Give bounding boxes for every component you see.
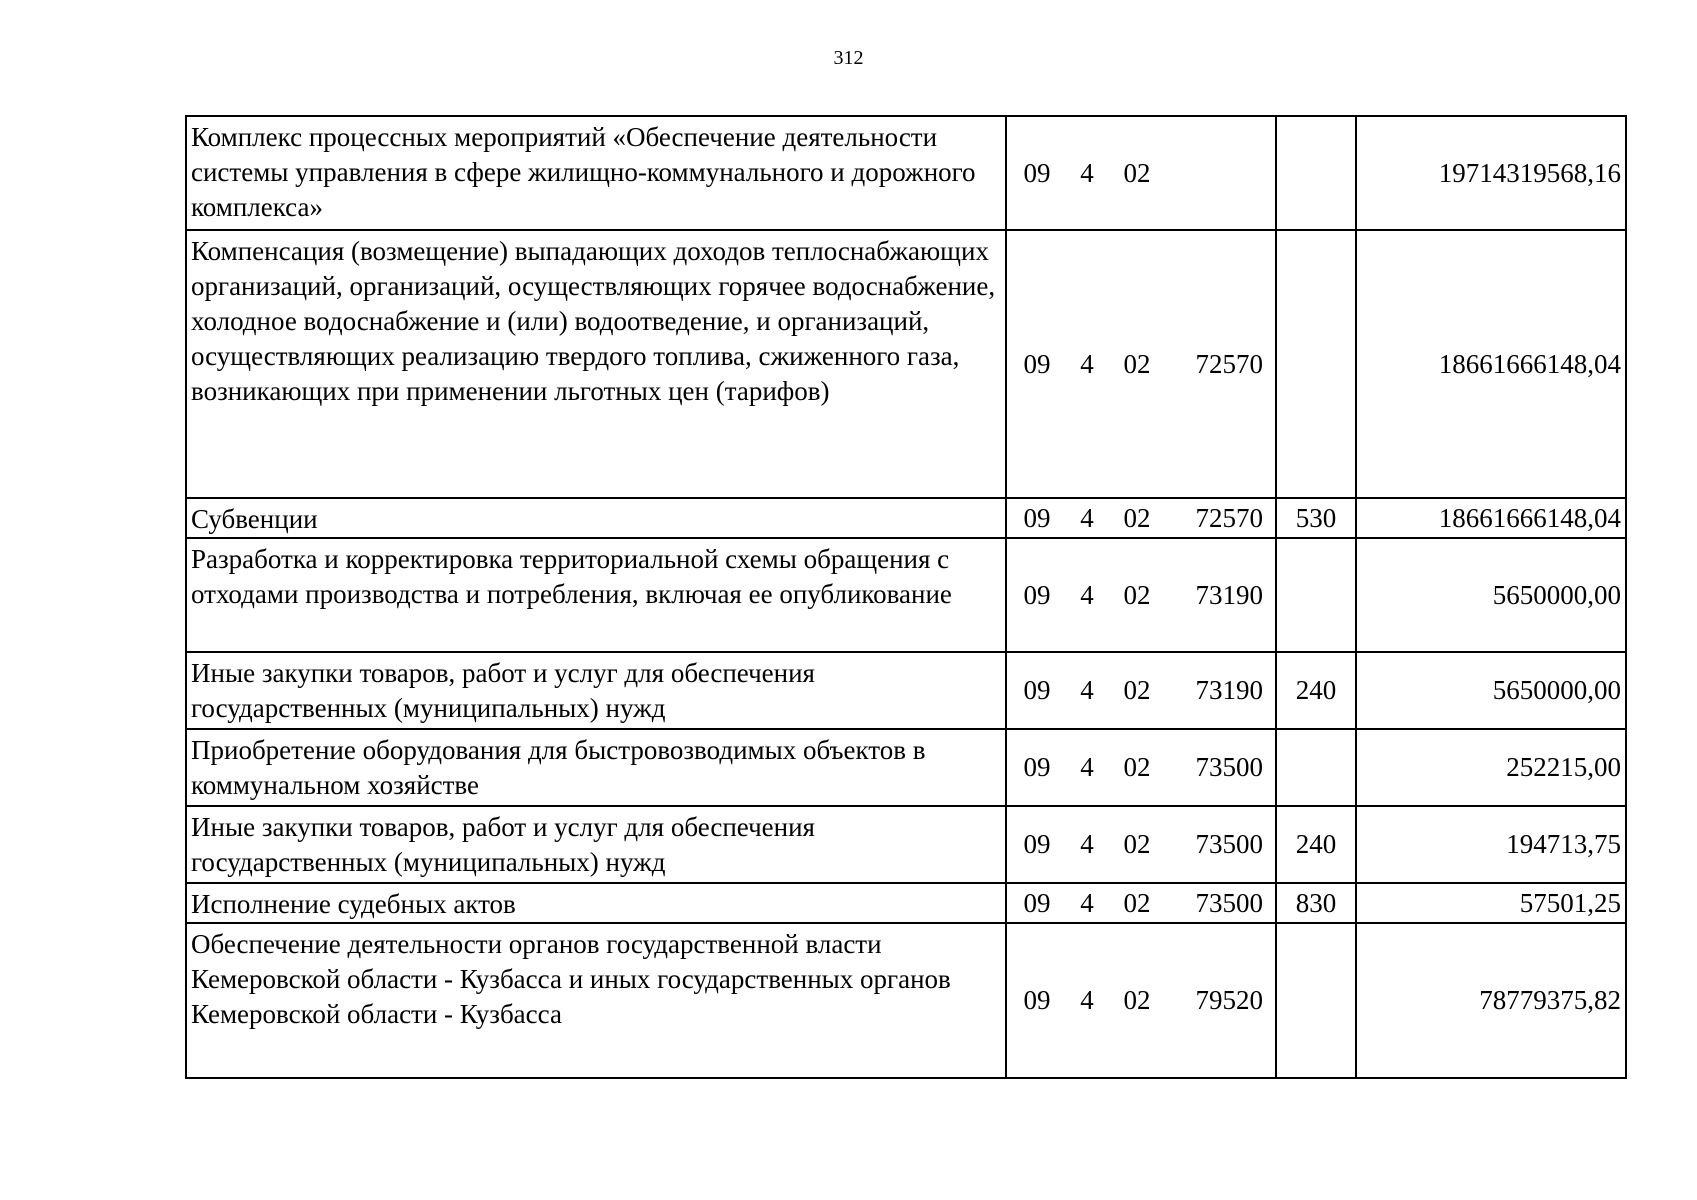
section-code: 09	[1023, 985, 1051, 1015]
program-code: 4	[1080, 348, 1094, 379]
article-code: 73500	[1195, 887, 1263, 918]
article-code: 73190	[1195, 675, 1263, 705]
row-name: Комплекс процессных мероприятий «Обеспечение деятельности системы управления в сфере жилищно-коммунального и дорожного комплекса»	[186, 116, 1006, 230]
table-row	[186, 883, 1626, 923]
program-code: 4	[1080, 829, 1094, 859]
amount: 18661666148,04	[1356, 230, 1626, 498]
amount: 194713,75	[1356, 806, 1626, 883]
table-row	[186, 652, 1626, 729]
amount: 78779375,82	[1356, 923, 1626, 1078]
row-codes	[1006, 652, 1276, 729]
row-name: Иные закупки товаров, работ и услуг для обеспечения государственных (муниципальных) нужд	[186, 806, 1006, 883]
program-code: 4	[1080, 502, 1094, 533]
article-code: 79520	[1195, 985, 1263, 1015]
amount: 18661666148,04	[1356, 498, 1626, 538]
expense-type-code: 240	[1276, 652, 1356, 729]
row-codes	[1006, 923, 1276, 1078]
table-row	[186, 538, 1626, 652]
budget-table	[185, 115, 1627, 1079]
row-name: Исполнение судебных актов	[186, 883, 1006, 923]
section-code: 09	[1023, 675, 1051, 705]
program-code: 4	[1080, 985, 1094, 1015]
section-code: 09	[1023, 502, 1051, 533]
table-row	[186, 806, 1626, 883]
row-name: Субвенции	[186, 498, 1006, 538]
subprogram-code: 02	[1123, 829, 1151, 859]
row-name: Компенсация (возмещение) выпадающих доходов теплоснабжающих организаций, организаций, осуществляющих горячее водоснабжение, холодное водоснабжение и (или) водоотведение, и организаций, осуществляющих реализацию твердого топлива, сжиженного газа, возникающих при применении льготных цен (тарифов)	[186, 230, 1006, 498]
expense-type-code	[1276, 538, 1356, 652]
amount: 57501,25	[1356, 883, 1626, 923]
program-code: 4	[1080, 675, 1094, 705]
article-code: 73500	[1195, 752, 1263, 782]
row-codes	[1006, 230, 1276, 498]
row-codes	[1006, 729, 1276, 806]
subprogram-code: 02	[1123, 887, 1151, 918]
amount: 5650000,00	[1356, 538, 1626, 652]
section-code: 09	[1023, 887, 1051, 918]
program-code: 4	[1080, 579, 1094, 610]
amount: 5650000,00	[1356, 652, 1626, 729]
expense-type-code	[1276, 923, 1356, 1078]
program-code: 4	[1080, 752, 1094, 782]
row-name: Приобретение оборудования для быстровозводимых объектов в коммунальном хозяйстве	[186, 729, 1006, 806]
subprogram-code: 02	[1123, 157, 1151, 188]
row-codes	[1006, 116, 1276, 230]
table-row	[186, 116, 1626, 230]
section-code: 09	[1023, 157, 1051, 188]
expense-type-code	[1276, 729, 1356, 806]
expense-type-code	[1276, 116, 1356, 230]
section-code: 09	[1023, 348, 1051, 379]
section-code: 09	[1023, 752, 1051, 782]
row-codes	[1006, 883, 1276, 923]
program-code: 4	[1080, 157, 1094, 188]
subprogram-code: 02	[1123, 985, 1151, 1015]
row-codes	[1006, 806, 1276, 883]
row-codes	[1006, 498, 1276, 538]
row-name: Иные закупки товаров, работ и услуг для обеспечения государственных (муниципальных) нужд	[186, 652, 1006, 729]
expense-type-code: 830	[1276, 883, 1356, 923]
page-number: 312	[833, 47, 864, 69]
table-row	[186, 230, 1626, 498]
expense-type-code: 240	[1276, 806, 1356, 883]
row-name: Обеспечение деятельности органов государственной власти Кемеровской области - Кузбасса и иных государственных органов Кемеровской области - Кузбасса	[186, 923, 1006, 1078]
article-code: 72570	[1195, 348, 1263, 379]
amount: 252215,00	[1356, 729, 1626, 806]
program-code: 4	[1080, 887, 1094, 918]
subprogram-code: 02	[1123, 502, 1151, 533]
subprogram-code: 02	[1123, 752, 1151, 782]
article-code: 72570	[1195, 502, 1263, 533]
subprogram-code: 02	[1123, 348, 1151, 379]
subprogram-code: 02	[1123, 579, 1151, 610]
row-name: Разработка и корректировка территориальной схемы обращения с отходами производства и потребления, включая ее опубликование	[186, 538, 1006, 652]
row-codes	[1006, 538, 1276, 652]
article-code: 73500	[1195, 829, 1263, 859]
table-row	[186, 923, 1626, 1078]
expense-type-code	[1276, 230, 1356, 498]
table-row	[186, 729, 1626, 806]
section-code: 09	[1023, 829, 1051, 859]
section-code: 09	[1023, 579, 1051, 610]
expense-type-code: 530	[1276, 498, 1356, 538]
amount: 19714319568,16	[1356, 116, 1626, 230]
article-code: 73190	[1195, 579, 1263, 610]
table-row	[186, 498, 1626, 538]
subprogram-code: 02	[1123, 675, 1151, 705]
